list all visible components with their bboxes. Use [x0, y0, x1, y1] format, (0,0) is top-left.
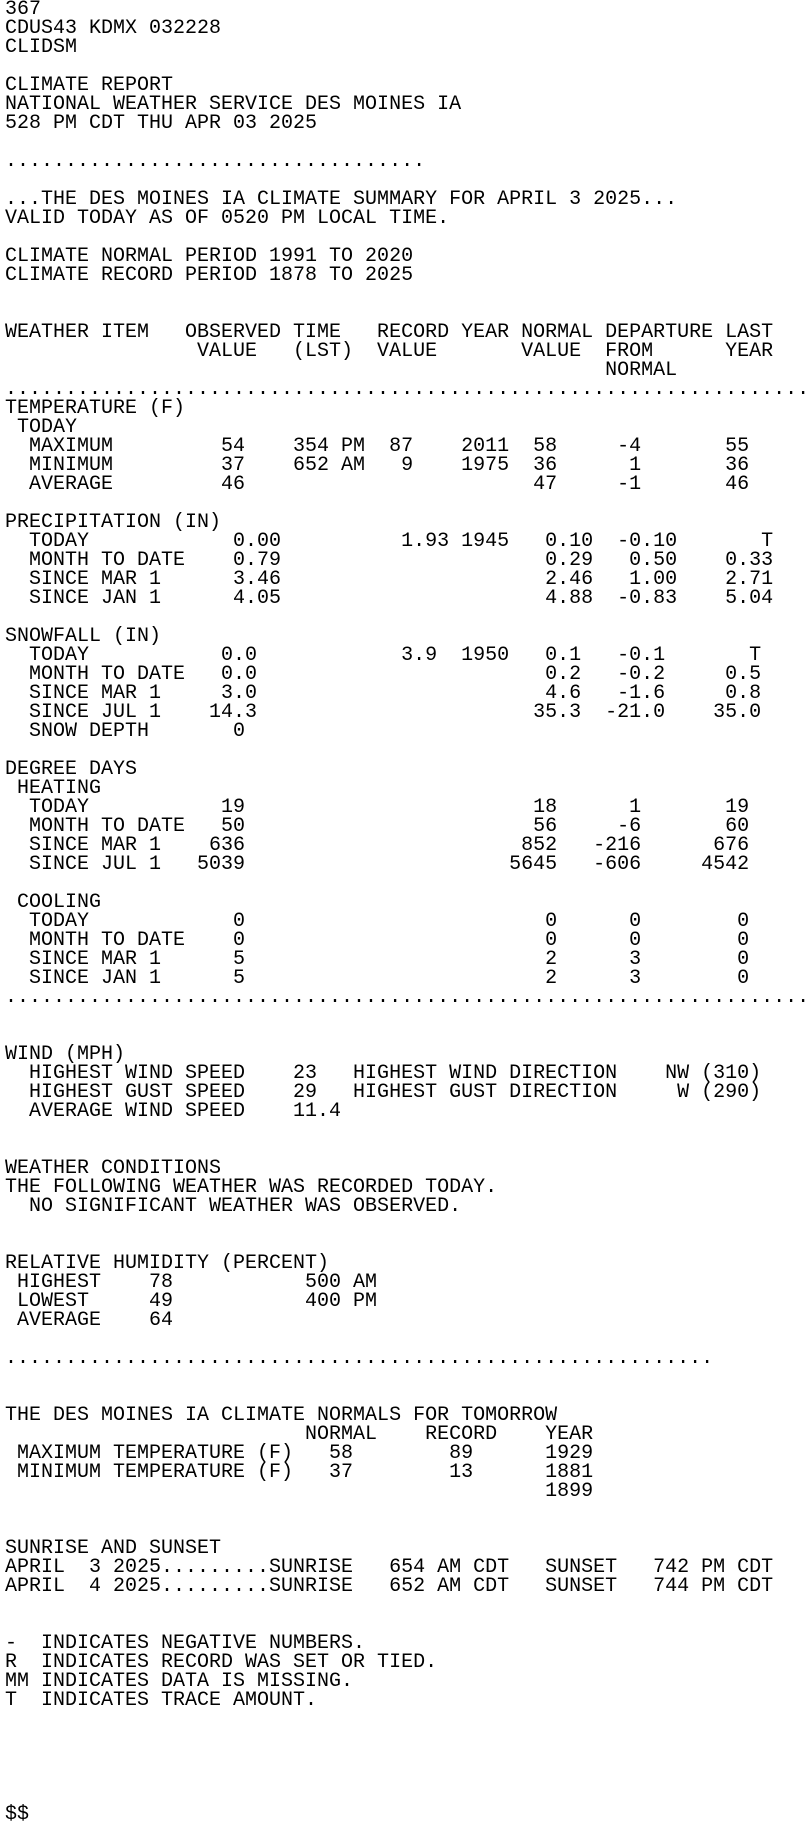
report-line: MM INDICATES DATA IS MISSING.	[5, 1670, 354, 1693]
report-line: 1899	[5, 1480, 594, 1503]
report-line: SINCE MAR 1 5 2 3 0	[5, 948, 750, 971]
report-line: LOWEST 49 400 PM	[5, 1290, 378, 1313]
report-line: TODAY 19 18 1 19	[5, 796, 750, 819]
report-line: CLIMATE RECORD PERIOD 1878 TO 2025	[5, 264, 414, 287]
report-line: MONTH TO DATE 0.0 0.2 -0.2 0.5	[5, 663, 762, 686]
report-line: MONTH TO DATE 50 56 -6 60	[5, 815, 750, 838]
report-line: ...........................................................	[5, 1347, 714, 1370]
report-line: 528 PM CDT THU APR 03 2025	[5, 112, 318, 135]
report-line: MINIMUM 37 652 AM 9 1975 36 1 36	[5, 454, 750, 477]
report-line: NATIONAL WEATHER SERVICE DES MOINES IA	[5, 93, 462, 116]
report-line: DEGREE DAYS	[5, 758, 138, 781]
report-line	[5, 1786, 810, 1805]
report-line: SUNRISE AND SUNSET	[5, 1537, 222, 1560]
report-line: ...THE DES MOINES IA CLIMATE SUMMARY FOR APRIL 3 2025...	[5, 188, 678, 211]
report-line	[5, 1501, 810, 1520]
report-line: SINCE JAN 1 5 2 3 0	[5, 967, 750, 990]
report-line: HIGHEST 78 500 AM	[5, 1271, 378, 1294]
report-line: $$	[5, 1803, 30, 1826]
report-line: APRIL 4 2025.........SUNRISE 652 AM CDT SUNSET 744 PM CDT	[5, 1575, 774, 1598]
report-line: ...................................	[5, 150, 426, 173]
report-line: WEATHER ITEM OBSERVED TIME RECORD YEAR NORMAL DEPARTURE LAST	[5, 321, 774, 344]
report-line: SNOW DEPTH 0	[5, 720, 246, 743]
report-line: SINCE JAN 1 4.05 4.88 -0.83 5.04	[5, 587, 774, 610]
report-line: 367	[5, 0, 42, 21]
report-line: TEMPERATURE (F)	[5, 397, 186, 420]
report-line: R INDICATES RECORD WAS SET OR TIED.	[5, 1651, 438, 1674]
report-line: PRECIPITATION (IN)	[5, 511, 222, 534]
report-line	[5, 1710, 810, 1729]
report-line: CLIDSM	[5, 36, 78, 59]
report-line: WIND (MPH)	[5, 1043, 126, 1066]
report-line: CDUS43 KDMX 032228	[5, 17, 222, 40]
report-line: MONTH TO DATE 0.79 0.29 0.50 0.33	[5, 549, 774, 572]
report-line	[5, 1121, 810, 1140]
report-line: COOLING	[5, 891, 102, 914]
report-line: VALUE (LST) VALUE VALUE FROM YEAR	[5, 340, 774, 363]
report-line: RELATIVE HUMIDITY (PERCENT)	[5, 1252, 330, 1275]
report-line: CLIMATE NORMAL PERIOD 1991 TO 2020	[5, 245, 414, 268]
report-line: ...................................................................	[5, 378, 810, 401]
report-line: SINCE MAR 1 3.46 2.46 1.00 2.71	[5, 568, 774, 591]
report-line	[5, 1026, 810, 1045]
report-line: WEATHER CONDITIONS	[5, 1157, 222, 1180]
report-line: THE DES MOINES IA CLIMATE NORMALS FOR TOMORROW	[5, 1404, 558, 1427]
report-line: HIGHEST WIND SPEED 23 HIGHEST WIND DIRECTION NW (310)	[5, 1062, 762, 1085]
report-line	[5, 285, 810, 304]
report-line: SINCE JUL 1 5039 5645 -606 4542	[5, 853, 750, 876]
report-line: NORMAL RECORD YEAR	[5, 1423, 594, 1446]
report-line: HEATING	[5, 777, 102, 800]
report-line: VALID TODAY AS OF 0520 PM LOCAL TIME.	[5, 207, 450, 230]
report-line	[5, 1216, 810, 1235]
report-line: CLIMATE REPORT	[5, 74, 174, 97]
report-line: TODAY 0.00 1.93 1945 0.10 -0.10 T	[5, 530, 774, 553]
report-line: HIGHEST GUST SPEED 29 HIGHEST GUST DIRECTION W (290)	[5, 1081, 762, 1104]
report-line: SINCE MAR 1 636 852 -216 676	[5, 834, 750, 857]
report-line: NO SIGNIFICANT WEATHER WAS OBSERVED.	[5, 1195, 462, 1218]
report-line: TODAY 0.0 3.9 1950 0.1 -0.1 T	[5, 644, 762, 667]
report-line: - INDICATES NEGATIVE NUMBERS.	[5, 1632, 366, 1655]
report-line	[5, 874, 810, 893]
report-line: MAXIMUM 54 354 PM 87 2011 58 -4 55	[5, 435, 750, 458]
report-line: TODAY 0 0 0 0	[5, 910, 750, 933]
report-line: TODAY	[5, 416, 78, 439]
report-line: T INDICATES TRACE AMOUNT.	[5, 1689, 318, 1712]
report-line: NORMAL	[5, 359, 678, 382]
report-line: MONTH TO DATE 0 0 0 0	[5, 929, 750, 952]
report-line: MAXIMUM TEMPERATURE (F) 58 89 1929	[5, 1442, 594, 1465]
report-line	[5, 1368, 810, 1387]
report-line: SNOWFALL (IN)	[5, 625, 162, 648]
report-line: ...................................................................	[5, 986, 810, 1009]
report-line	[5, 1007, 810, 1026]
report-line: THE FOLLOWING WEATHER WAS RECORDED TODAY.	[5, 1176, 498, 1199]
report-line: AVERAGE 64	[5, 1309, 174, 1332]
report-line: APRIL 3 2025.........SUNRISE 654 AM CDT SUNSET 742 PM CDT	[5, 1556, 774, 1579]
report-line: SINCE JUL 1 14.3 35.3 -21.0 35.0	[5, 701, 762, 724]
report-line	[5, 1748, 810, 1767]
report-line	[5, 1596, 810, 1615]
report-line	[5, 1729, 810, 1748]
report-line: MINIMUM TEMPERATURE (F) 37 13 1881	[5, 1461, 594, 1484]
report-line: AVERAGE WIND SPEED 11.4	[5, 1100, 342, 1123]
report-line: SINCE MAR 1 3.0 4.6 -1.6 0.8	[5, 682, 762, 705]
report-line	[5, 1767, 810, 1786]
report-line: AVERAGE 46 47 -1 46	[5, 473, 750, 496]
